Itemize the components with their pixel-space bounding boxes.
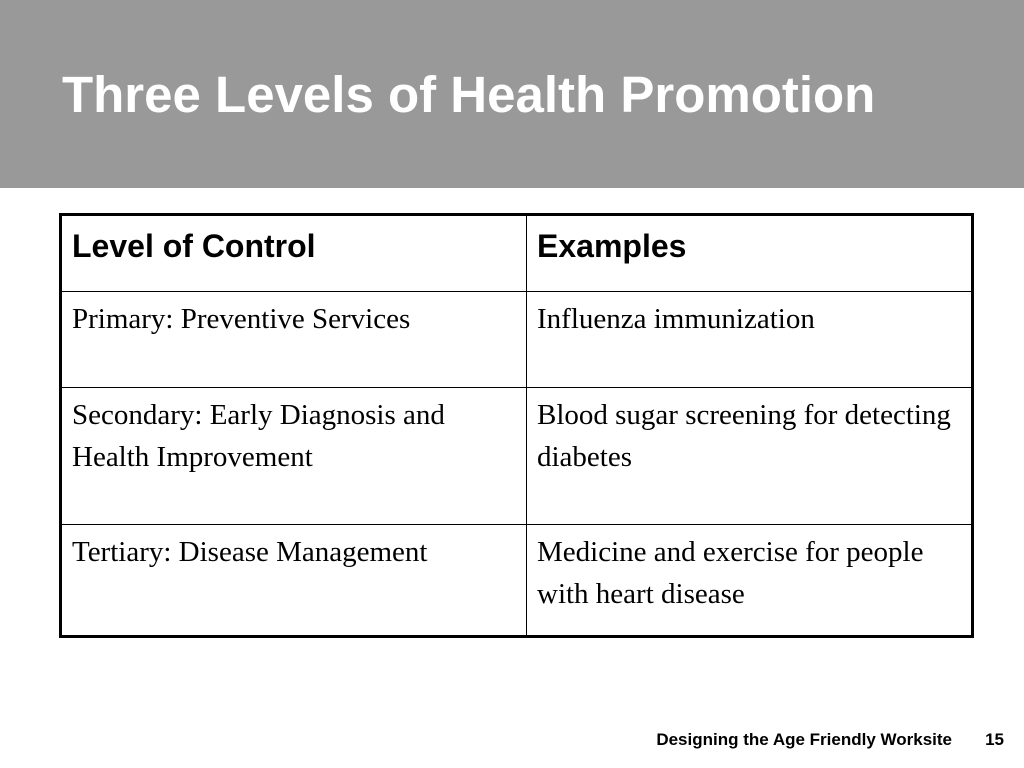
table-header-row <box>61 215 973 292</box>
health-promotion-table <box>59 213 974 638</box>
example-cell: Blood sugar screening for detecting diabetes <box>527 388 973 525</box>
slide-title: Three Levels of Health Promotion <box>62 66 876 123</box>
column-header-examples: Examples <box>527 215 973 292</box>
table-row <box>61 388 973 525</box>
level-cell: Tertiary: Disease Management <box>61 525 527 637</box>
example-cell: Influenza immunization <box>527 292 973 388</box>
example-cell: Medicine and exercise for people with heart disease <box>527 525 973 637</box>
column-header-level: Level of Control <box>61 215 527 292</box>
title-band <box>0 0 1024 188</box>
table-row <box>61 292 973 388</box>
table-row <box>61 525 973 637</box>
level-cell: Secondary: Early Diagnosis and Health Improvement <box>61 388 527 525</box>
footer-title: Designing the Age Friendly Worksite <box>656 730 952 749</box>
level-cell: Primary: Preventive Services <box>61 292 527 388</box>
page-number: 15 <box>985 730 1004 749</box>
